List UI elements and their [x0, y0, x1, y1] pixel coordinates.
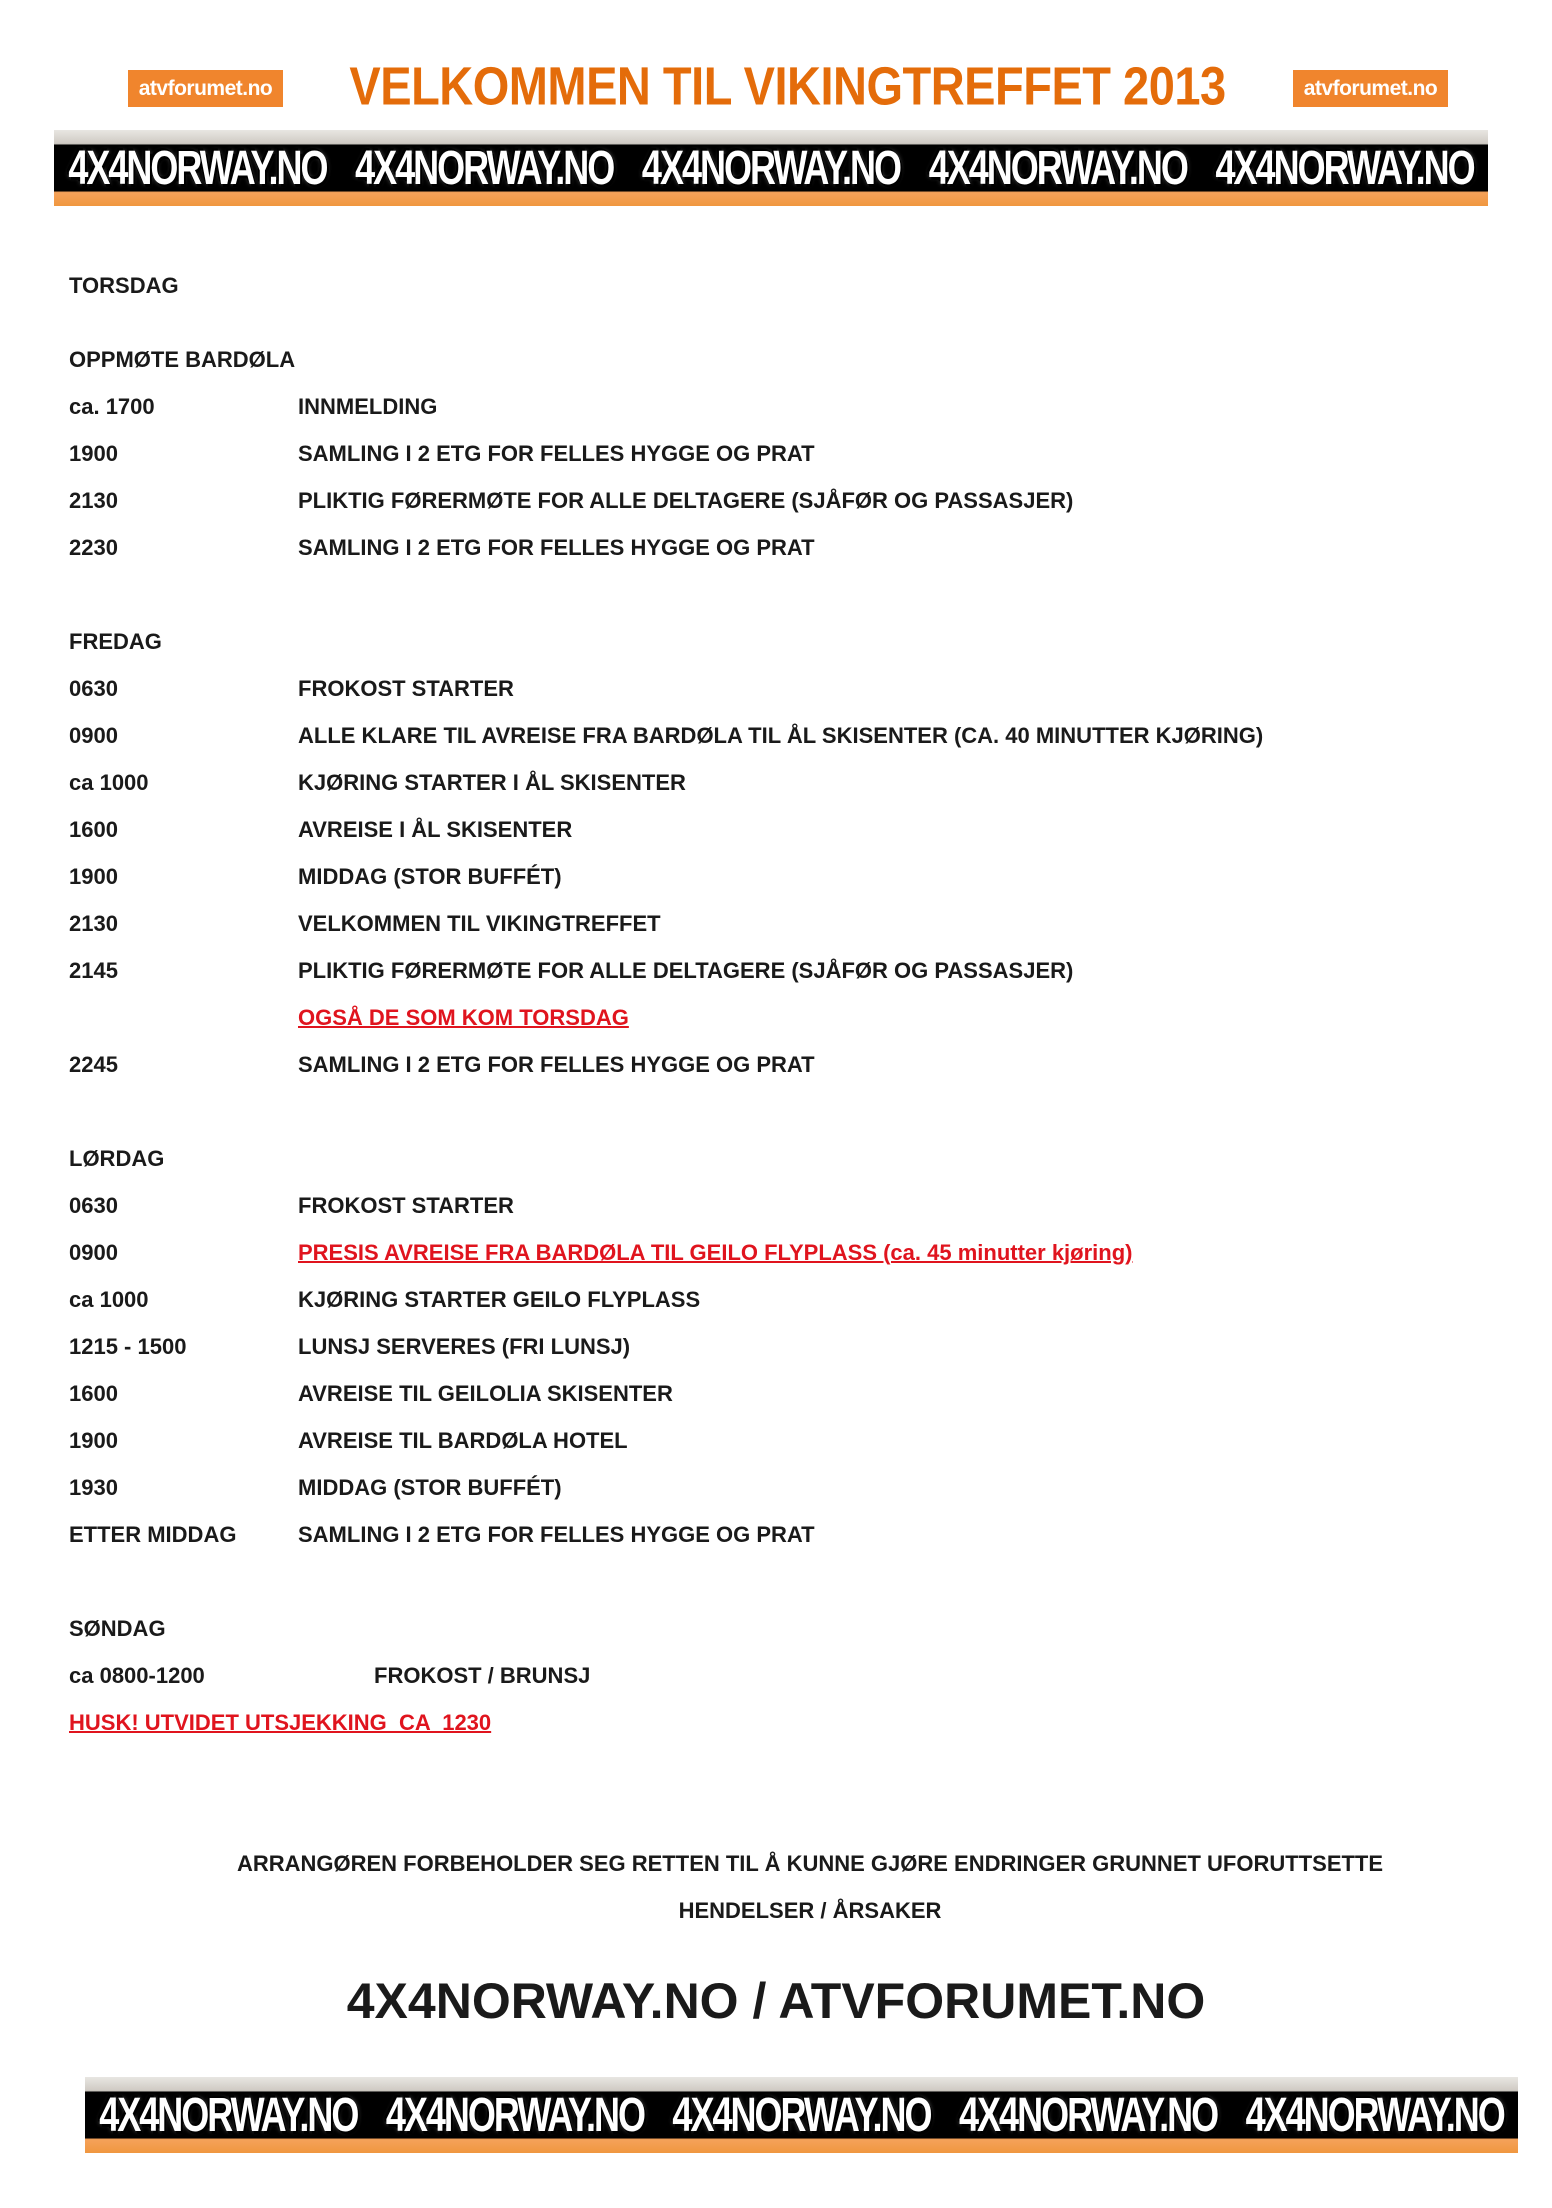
atvforumet-logo-right: atvforumet.no [1293, 70, 1448, 107]
schedule-description: VELKOMMEN TIL VIKINGTREFFET [298, 911, 661, 936]
schedule-row [69, 1464, 1519, 1511]
4x4norway-banner-top [54, 130, 1488, 206]
schedule-time: 2130 [69, 911, 118, 936]
schedule-time: 1600 [69, 1381, 118, 1406]
day-title: SØNDAG [69, 1616, 166, 1641]
banner-text: 4X4NORWAY.NO [68, 139, 327, 195]
schedule-time: 1930 [69, 1475, 118, 1500]
schedule-description: SAMLING I 2 ETG FOR FELLES HYGGE OG PRAT [298, 441, 815, 466]
schedule-time: ca 1000 [69, 770, 149, 795]
day-heading-fredag [69, 618, 1519, 665]
schedule-row [69, 1370, 1519, 1417]
schedule-description: KJØRING STARTER I ÅL SKISENTER [298, 770, 686, 795]
schedule-description: INNMELDING [298, 394, 438, 419]
schedule-row [69, 665, 1519, 712]
banner-text: 4X4NORWAY.NO [99, 2086, 358, 2142]
day-heading-sondag [69, 1605, 1519, 1652]
schedule-description: AVREISE TIL BARDØLA HOTEL [298, 1428, 628, 1453]
schedule-description: AVREISE TIL GEILOLIA SKISENTER [298, 1381, 673, 1406]
schedule-description: MIDDAG (STOR BUFFÉT) [298, 1475, 562, 1500]
schedule-description: ALLE KLARE TIL AVREISE FRA BARDØLA TIL ÅL SKISENTER (CA. 40 MINUTTER KJØRING) [298, 723, 1264, 748]
schedule-time: 2245 [69, 1052, 118, 1077]
banner-text: 4X4NORWAY.NO [959, 2086, 1218, 2142]
checkout-note [69, 1699, 1519, 1746]
day-title: LØRDAG [69, 1146, 165, 1171]
schedule-description: FROKOST STARTER [298, 676, 514, 701]
schedule [69, 262, 1519, 1746]
banner-text: 4X4NORWAY.NO [672, 2086, 931, 2142]
4x4norway-banner-bottom [85, 2077, 1518, 2153]
schedule-row [69, 900, 1519, 947]
schedule-time: ETTER MIDDAG [69, 1522, 237, 1547]
checkout-note-text: HUSK! UTVIDET UTSJEKKING CA 1230 [69, 1710, 492, 1735]
banner-text: 4X4NORWAY.NO [385, 2086, 644, 2142]
schedule-time: 2130 [69, 488, 118, 513]
schedule-time: 1900 [69, 864, 118, 889]
schedule-description: PLIKTIG FØRERMØTE FOR ALLE DELTAGERE (SJÅFØR OG PASSASJER) [298, 488, 1074, 513]
disclaimer [100, 1840, 1520, 1934]
day-heading-torsdag [69, 262, 1519, 309]
schedule-description: KJØRING STARTER GEILO FLYPLASS [298, 1287, 701, 1312]
banner-text: 4X4NORWAY.NO [1215, 139, 1474, 195]
disclaimer-line-2: HENDELSER / ÅRSAKER [678, 1898, 942, 1923]
schedule-description: LUNSJ SERVERES (FRI LUNSJ) [298, 1334, 631, 1359]
schedule-row [69, 1229, 1519, 1276]
schedule-description: SAMLING I 2 ETG FOR FELLES HYGGE OG PRAT [298, 535, 815, 560]
schedule-row [69, 1182, 1519, 1229]
schedule-description: OGSÅ DE SOM KOM TORSDAG [298, 1005, 629, 1030]
schedule-time: 1215 - 1500 [69, 1334, 187, 1359]
day-title: TORSDAG [69, 273, 179, 298]
schedule-row [69, 430, 1519, 477]
day-heading-lordag [69, 1135, 1519, 1182]
atvforumet-logo-left: atvforumet.no [128, 70, 283, 107]
schedule-row [69, 947, 1519, 994]
schedule-row [69, 712, 1519, 759]
schedule-time: 2230 [69, 535, 118, 560]
schedule-description: MIDDAG (STOR BUFFÉT) [298, 864, 562, 889]
day-title: FREDAG [69, 629, 162, 654]
schedule-time: 0630 [69, 676, 118, 701]
schedule-description: PRESIS AVREISE FRA BARDØLA TIL GEILO FLYPLASS (ca. 45 minutter kjøring) [298, 1240, 1133, 1265]
schedule-description: FROKOST / BRUNSJ [374, 1663, 591, 1688]
schedule-time: ca 0800-1200 [69, 1663, 205, 1688]
banner-text: 4X4NORWAY.NO [928, 139, 1187, 195]
schedule-row [69, 759, 1519, 806]
banner-text: 4X4NORWAY.NO [355, 139, 614, 195]
schedule-row [69, 1652, 1519, 1699]
schedule-time: ca. 1700 [69, 394, 155, 419]
schedule-description: SAMLING I 2 ETG FOR FELLES HYGGE OG PRAT [298, 1522, 815, 1547]
schedule-row [69, 1417, 1519, 1464]
schedule-row [69, 524, 1519, 571]
banner-text: 4X4NORWAY.NO [1245, 2086, 1504, 2142]
location-label: OPPMØTE BARDØLA [69, 347, 296, 372]
banner-text: 4X4NORWAY.NO [641, 139, 901, 195]
schedule-time: 0900 [69, 1240, 118, 1265]
schedule-time: 0630 [69, 1193, 118, 1218]
schedule-description: PLIKTIG FØRERMØTE FOR ALLE DELTAGERE (SJÅFØR OG PASSASJER) [298, 958, 1074, 983]
schedule-description: FROKOST STARTER [298, 1193, 514, 1218]
page-title: VELKOMMEN TIL VIKINGTREFFET 2013 [349, 55, 1226, 116]
disclaimer-line-1: ARRANGØREN FORBEHOLDER SEG RETTEN TIL Å KUNNE GJØRE ENDRINGER GRUNNET UFORUTTSETTE [236, 1851, 1384, 1876]
schedule-row [69, 1276, 1519, 1323]
schedule-row [69, 806, 1519, 853]
schedule-time: 1900 [69, 1428, 118, 1453]
schedule-row [69, 383, 1519, 430]
schedule-row [69, 994, 1519, 1041]
schedule-description: AVREISE I ÅL SKISENTER [298, 817, 573, 842]
schedule-row [69, 1323, 1519, 1370]
schedule-row [69, 477, 1519, 524]
schedule-row [69, 1511, 1519, 1558]
schedule-time: ca 1000 [69, 1287, 149, 1312]
day-subtitle [69, 336, 1519, 383]
schedule-time: 0900 [69, 723, 118, 748]
schedule-time: 1900 [69, 441, 118, 466]
schedule-row [69, 1041, 1519, 1088]
schedule-description: SAMLING I 2 ETG FOR FELLES HYGGE OG PRAT [298, 1052, 815, 1077]
schedule-row [69, 853, 1519, 900]
schedule-time: 1600 [69, 817, 118, 842]
footer-sites: 4X4NORWAY.NO / ATVFORUMET.NO [346, 1973, 1206, 2029]
schedule-time: 2145 [69, 958, 118, 983]
